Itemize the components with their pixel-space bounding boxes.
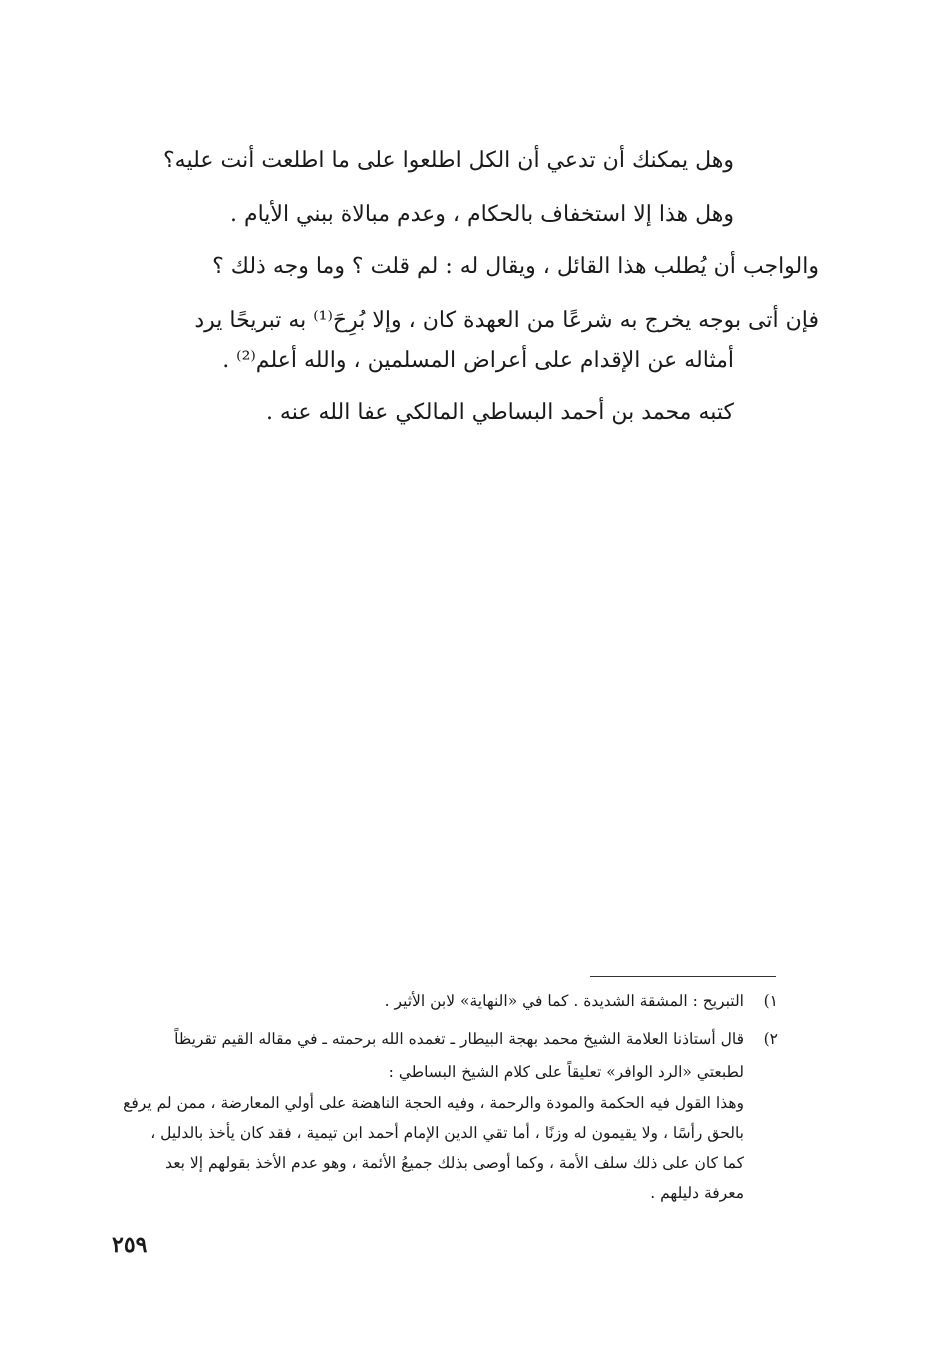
body-line-5: أمثاله عن الإقدام على أعراض المسلمين ، والله أعلم⁽²⁾ . <box>222 348 734 373</box>
footnote-2-line-5: كما كان على ذلك سلف الأمة ، وكما أوصى بذلك جميعُ الأئمة ، وهو عدم الأخذ بقولهم إلا بعد <box>165 1154 744 1172</box>
page-number: ٢٥٩ <box>112 1232 148 1258</box>
footnote-2-line-6: معرفة دليلهم . <box>650 1184 744 1202</box>
body-line-2: وهل هذا إلا استخفاف بالحكام ، وعدم مبالاة ببني الأيام . <box>229 202 734 227</box>
body-line-6: كتبه محمد بن أحمد البساطي المالكي عفا الله عنه . <box>265 400 734 425</box>
footnote-2-line-3: وهذا القول فيه الحكمة والمودة والرحمة ، وفيه الحجة الناهضة على أولي المعارضة ، ممن لم يرفع <box>123 1094 744 1112</box>
body-line-1: وهل يمكنك أن تدعي أن الكل اطلعوا على ما اطلعت أنت عليه؟ <box>163 148 734 173</box>
body-line-4: فإن أتى بوجه يخرج به شرعًا من العهدة كان ، وإلا بُرِحَ⁽¹⁾ به تبريحًا يرد <box>194 308 819 333</box>
body-line-3: والواجب أن يُطلب هذا القائل ، ويقال له : لم قلت ؟ وما وجه ذلك ؟ <box>212 254 819 279</box>
footnote-2-line-1: قال أستاذنا العلامة الشيخ محمد بهجة البيطار ـ تغمده الله برحمته ـ في مقاله القيم تقريظاً <box>174 1030 744 1048</box>
footnote-2-number: ٢) <box>763 1030 778 1048</box>
footnote-1-line-1: التبريح : المشقة الشديدة . كما في «النهاية» لابن الأثير . <box>384 992 744 1010</box>
footnote-separator <box>590 976 776 977</box>
footnote-1-number: ١) <box>763 992 778 1010</box>
footnote-2-line-4: بالحق رأسًا ، ولا يقيمون له وزنًا ، أما تقي الدين الإمام أحمد ابن تيمية ، فقد كان يأخذ بالدليل ، <box>150 1124 744 1142</box>
footnote-2-line-2: لطبعتي «الرد الوافر» تعليقاً على كلام الشيخ البساطي : <box>388 1063 744 1081</box>
